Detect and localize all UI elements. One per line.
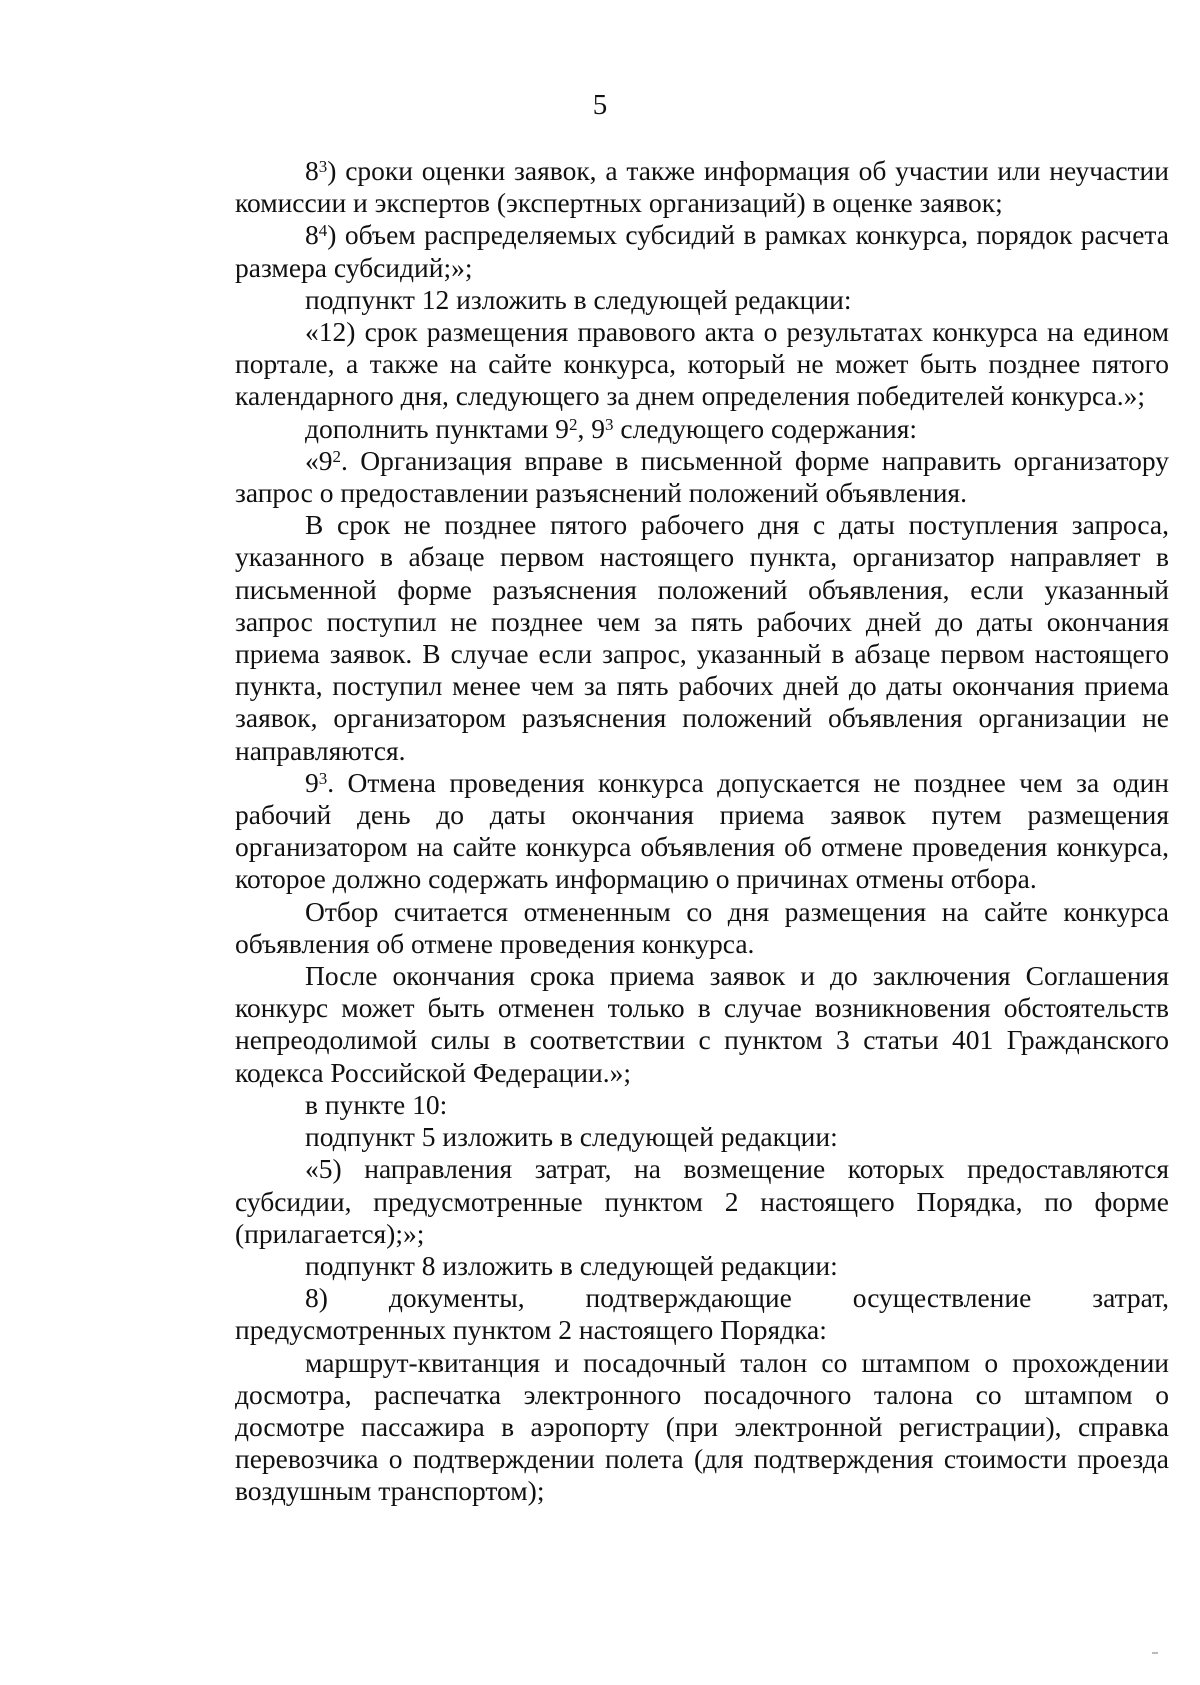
- superscript: 3: [604, 414, 614, 434]
- paragraph: [235, 284, 1169, 316]
- paragraph-text: 8: [305, 155, 319, 186]
- paragraph: [235, 1153, 1169, 1250]
- paragraph-text: , 9: [577, 412, 605, 444]
- paragraph: [235, 316, 1169, 413]
- paragraph-text: подпункт 8 изложить в следующей редакции:: [305, 1249, 838, 1281]
- paragraph-text: . Отмена проведения конкурса допускается не позднее чем за один рабочий день до даты окончания приема заявок путем размещения организатором на сайте конкурса объявления об отмене проведения конкурса, которое должно содержать информацию о причинах отмены отбора.: [235, 766, 1169, 895]
- paragraph: [235, 1089, 1169, 1121]
- superscript: 3: [318, 157, 328, 176]
- paragraph: [235, 1250, 1169, 1282]
- paragraph-text: ) объем распределяемых субсидий в рамках конкурса, порядок расчета размера субсидий;»;: [235, 219, 1169, 283]
- paragraph: [235, 1121, 1169, 1153]
- paragraph-text: «12) срок размещения правового акта о результатах конкурса на едином портале, а также на сайте конкурса, который не может быть позднее пятого календарного дня, следующего за днем определения победителей конкурса.»;: [235, 316, 1169, 412]
- paragraph: [235, 960, 1169, 1089]
- paragraph-text: дополнить пунктами 9: [305, 412, 569, 444]
- superscript: 2: [568, 414, 578, 434]
- paragraph-text: 8) документы, подтверждающие осуществление затрат, предусмотренных пунктом 2 настоящего Порядка:: [235, 1282, 1169, 1346]
- superscript: 2: [332, 446, 341, 466]
- paragraph: [235, 219, 1169, 283]
- paragraph-text: «5) направления затрат, на возмещение которых предоставляются субсидии, предусмотренные пунктом 2 настоящего Порядка, по форме (прилагается);»;: [235, 1153, 1169, 1249]
- paragraph: [235, 1347, 1169, 1508]
- paragraph: [235, 896, 1169, 960]
- paragraph: [235, 767, 1169, 896]
- paragraph: [235, 1282, 1169, 1346]
- scan-artifact: [1152, 1652, 1158, 1654]
- paragraph-text: Отбор считается отмененным со дня размещения на сайте конкурса объявления об отмене проведения конкурса.: [235, 895, 1169, 959]
- paragraph-text: маршрут-квитанция и посадочный талон со штампом о прохождении досмотра, распечатка электронного посадочного талона со штампом о досмотре пассажира в аэропорту (при электронной регистрации), справка перевозчика о подтверждении полета (для подтверждения стоимости проезда воздушным транспортом);: [235, 1346, 1169, 1507]
- paragraph: [235, 445, 1169, 509]
- paragraph-text: 8: [305, 219, 319, 251]
- paragraph-text: После окончания срока приема заявок и до заключения Соглашения конкурс может быть отменен только в случае возникновения обстоятельств непреодолимой силы в соответствии с пунктом 3 статьи 401 Гражданского кодекса Российской Федерации.»;: [235, 960, 1169, 1088]
- superscript: 3: [318, 768, 328, 788]
- superscript: 4: [318, 221, 328, 241]
- paragraph-text: 9: [305, 766, 319, 798]
- paragraph-text: В срок не позднее пятого рабочего дня с даты поступления запроса, указанного в абзаце первом настоящего пункта, организатор направляет в письменной форме разъяснения положений объявления, если указанный запрос поступил не позднее чем за пять рабочих дней до даты окончания приема заявок. В случае если запрос, указанный в абзаце первом настоящего пункта, поступил менее чем за пять рабочих дней до даты окончания приема заявок, организатором разъяснения положений объявления организации не направляются.: [235, 509, 1169, 766]
- paragraph: [235, 509, 1169, 767]
- paragraph-text: «9: [305, 444, 333, 476]
- paragraph-text: подпункт 5 изложить в следующей редакции:: [305, 1121, 838, 1153]
- page-number: 5: [592, 89, 608, 121]
- document-body: [235, 155, 1169, 1508]
- paragraph-text: . Организация вправе в письменной форме направить организатору запрос о предоставлении разъяснений положений объявления.: [235, 444, 1169, 509]
- paragraph-text: подпункт 12 изложить в следующей редакции:: [305, 283, 852, 315]
- paragraph: [235, 413, 1169, 445]
- paragraph-text: в пункте 10:: [305, 1088, 448, 1120]
- paragraph-text: следующего содержания:: [613, 412, 918, 444]
- paragraph: [235, 155, 1169, 219]
- paragraph-text: ) сроки оценки заявок, а также информация об участии или неучастии комиссии и экспертов (экспертных организаций) в оценке заявок;: [235, 155, 1169, 219]
